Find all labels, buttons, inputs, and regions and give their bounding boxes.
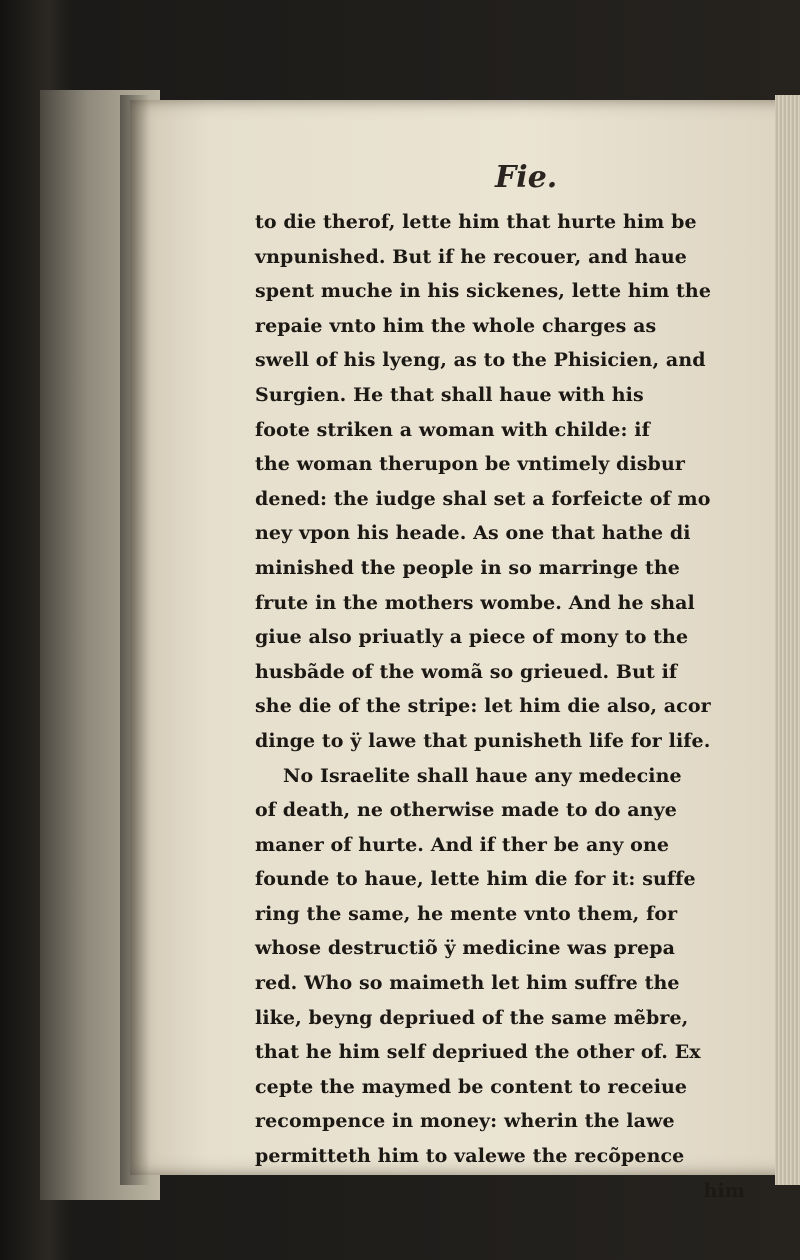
text-block	[255, 205, 765, 1208]
text-line: founde to haue, lette him die for it: suffe	[255, 868, 696, 891]
text-line: repaie vnto him the whole charges as	[255, 314, 657, 337]
text-line: maner of hurte. And if ther be any one	[255, 833, 670, 856]
text-line: whose destructiõ ÿ medicine was prepa	[255, 937, 676, 960]
text-line: giue also priuatly a piece of mony to the	[255, 626, 689, 649]
text-line: like, beyng depriued of the same mẽbre,	[255, 1006, 689, 1029]
text-line: swell of his lyeng, as to the Phisicien, and	[255, 349, 706, 372]
text-line: of death, ne otherwise made to do anye	[255, 799, 677, 822]
text-line: dened: the iudge shal set a forfeicte of mo	[255, 487, 711, 510]
text-line: minished the people in so marringe the	[255, 556, 680, 579]
text-line: ney vpon his heade. As one that hathe di	[255, 522, 691, 545]
text-line: red. Who so maimeth let him suffre the	[255, 972, 680, 995]
text-line: she die of the stripe: let him die also, acor	[255, 695, 711, 718]
text-line: frute in the mothers wombe. And he shal	[255, 591, 695, 614]
text-line: that he him self depriued the other of. Ex	[255, 1041, 701, 1064]
spine-shadow	[120, 95, 150, 1185]
text-line: No Israelite shall haue any medecine	[283, 764, 682, 787]
text-line: the woman therupon be vntimely disbur	[255, 453, 685, 476]
text-line: to die therof, lette him that hurte him be	[255, 211, 697, 233]
running-head: Fie.	[495, 160, 558, 195]
text-line: husbãde of the womã so grieued. But if	[255, 660, 678, 683]
text-line: dinge to ÿ lawe that punisheth life for life.	[255, 729, 711, 752]
text-line: recompence in money: wherin the lawe	[255, 1110, 675, 1133]
text-line: foote striken a woman with childe: if	[255, 418, 650, 441]
text-line: Surgien. He that shall haue with his	[255, 383, 644, 406]
text-line: cepte the maymed be content to receiue	[255, 1075, 688, 1098]
page-stack-edge	[775, 95, 800, 1185]
text-line: spent muche in his sickenes, lette him the	[255, 280, 712, 303]
text-line: ring the same, he mente vnto them, for	[255, 902, 678, 925]
text-line: vnpunished. But if he recouer, and haue	[255, 245, 687, 268]
catchword: him	[703, 1179, 745, 1202]
text-line: permitteth him to valewe the recõpence	[255, 1145, 685, 1168]
